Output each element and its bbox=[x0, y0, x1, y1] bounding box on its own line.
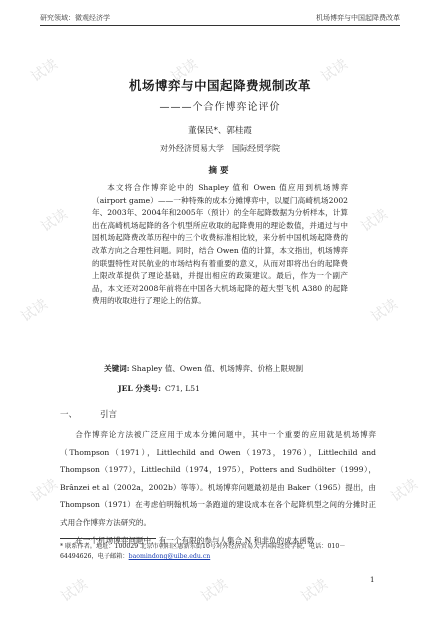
keywords-text: Shapley 值、Owen 值、机场博弈、价格上限规制 bbox=[131, 364, 304, 373]
footnote-email-link[interactable]: baomindong@uibe.edu.cn bbox=[128, 553, 211, 560]
watermark: 试读 bbox=[368, 296, 401, 326]
section-title: 引言 bbox=[100, 410, 118, 420]
keywords-label: 关键词: bbox=[104, 364, 130, 373]
authors: 董保民*、郭桂霞 bbox=[188, 126, 252, 136]
watermark: 试读 bbox=[168, 56, 201, 86]
watermark: 试读 bbox=[38, 206, 71, 236]
keywords bbox=[104, 363, 354, 374]
affiliation: 对外经济贸易大学 国际经贸学院 bbox=[160, 144, 280, 153]
abstract-heading: 摘要 bbox=[208, 166, 232, 176]
body-text bbox=[60, 426, 376, 549]
body-paragraph-2: 在一个机场博弈问题中，有一个有限的参与人集合 N 和非负的成本函数 bbox=[75, 535, 315, 545]
watermark: 试读 bbox=[388, 476, 421, 506]
jel-text: C71, L51 bbox=[164, 384, 200, 393]
jel-codes bbox=[118, 383, 358, 394]
header-divider bbox=[40, 25, 400, 26]
header-paper-title: 机场博弈与中国起降费改革 bbox=[316, 14, 400, 22]
page-number: 1 bbox=[370, 576, 375, 584]
abstract-text: 本文将合作博弈论中的 Shapley 值和 Owen 值应用到机场博弈（airport game）——一种特殊的成本分摊博弈中，以厦门高崎机场2002年、2003年、2004年和2005年（预计）的全年起降数据为分析样本，计算出在高崎机场起降的各个机型所应收取的起降费用的理论数值，并通过与中国机场起降费改革历程中的三个收费标准相比较，来分析中国机场起降费的改革方向之合理性问题。同时，结合 Owen 值的计算，本文指出，机场博弈的联盟特性对民航业的市场结构有着重要的意义，从而对即将出台的起降费上限改革提供了理论基础，并提出相应的政策建议。最后，作为一个副产品，本文还对2008年前将在中国各大机场起降的超大型飞机 A380 的起降费用的收取进行了理论上的估算。 bbox=[92, 183, 348, 306]
section-number: 一、 bbox=[60, 410, 78, 420]
body-paragraph-1: 合作博弈论方法被广泛应用于成本分摊问题中，其中一个重要的应用就是机场博弈（Thompson（1971），Littlechild and Owen（1973，1976），Littlechild and Thompson（1977），Littlechild（1974，1975），Potters and Sudhölter（1999），Brânzei et al（2002a，2002b）等等）。机场博弈问题最初是由 Baker（1965）提出，由 Thompson（1971）在考虑伯明翰机场一条跑道的建设成本在各个起降机型之间的分摊时正式用合作博弈方法研究的。 bbox=[60, 430, 376, 527]
jel-label: JEL 分类号: bbox=[118, 384, 161, 393]
paper-title: 机场博弈与中国起降费规制改革 bbox=[128, 78, 311, 93]
header-field: 研究领域：微观经济学 bbox=[40, 14, 110, 22]
watermark: 试读 bbox=[28, 56, 61, 86]
section-heading bbox=[60, 408, 117, 420]
paper-subtitle: ———个合作博弈论评价 bbox=[159, 102, 281, 113]
running-header bbox=[40, 9, 400, 25]
footnote bbox=[60, 542, 376, 562]
abstract-body bbox=[92, 182, 348, 308]
watermark: 试读 bbox=[28, 476, 61, 506]
watermark: 试读 bbox=[318, 56, 351, 86]
watermark: 试读 bbox=[18, 296, 51, 326]
watermark: 试读 bbox=[298, 576, 331, 606]
footnote-text: * 联系作者。地址：100029 北京市朝阳区惠新东街10号对外经济贸易大学国际经贸学院，电话：010－64494626，电子邮箱： bbox=[60, 543, 346, 560]
watermark: 试读 bbox=[58, 576, 91, 606]
footnote-divider bbox=[60, 538, 156, 539]
watermark: 试读 bbox=[358, 206, 391, 236]
watermark: 试读 bbox=[198, 576, 231, 606]
